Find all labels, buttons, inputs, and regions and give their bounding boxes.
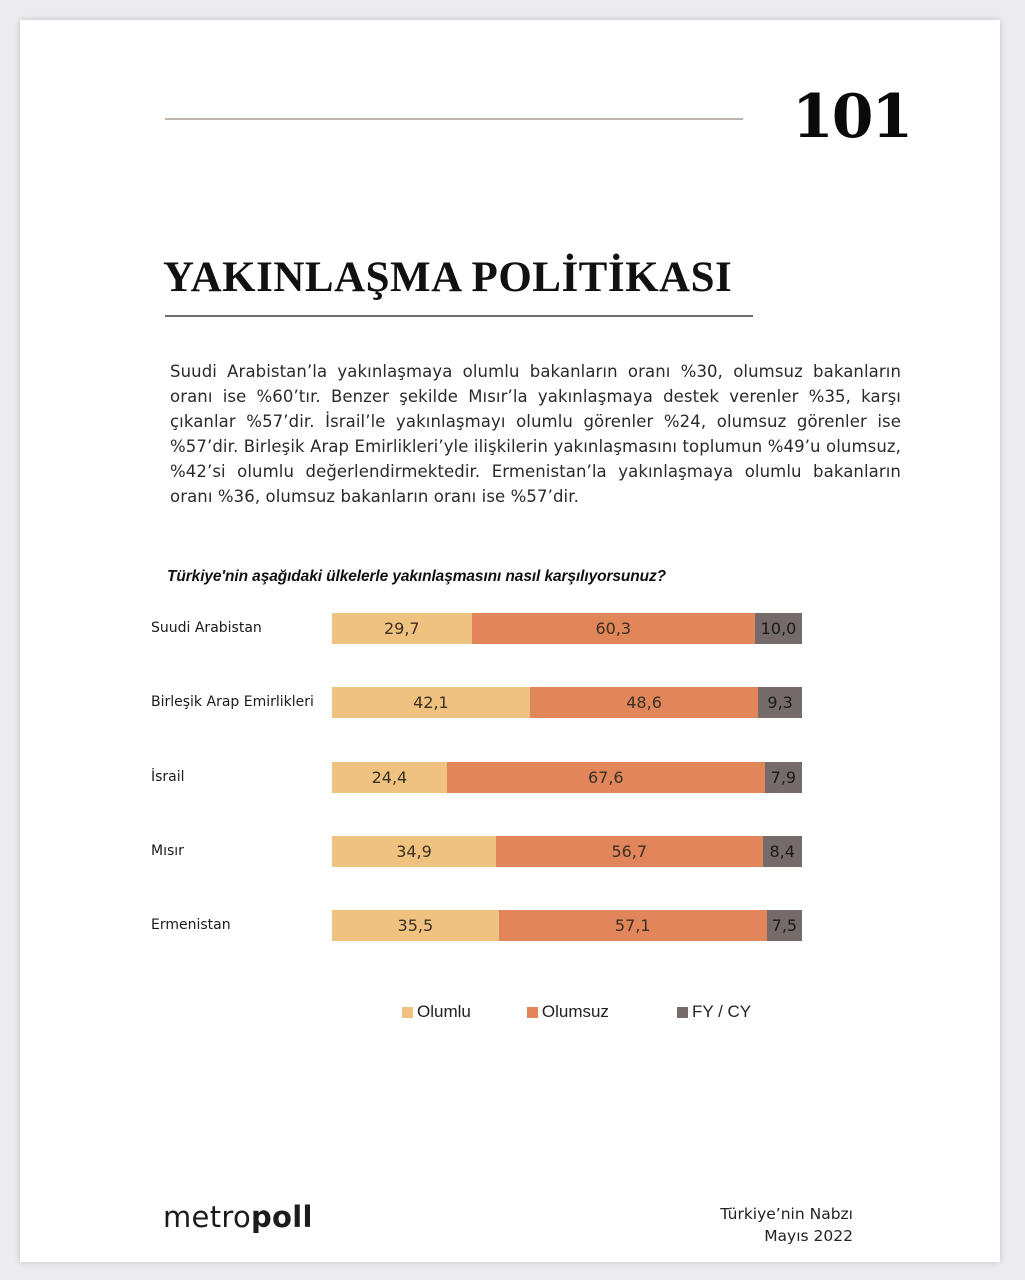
section-title: YAKINLAŞMA POLİTİKASI [163, 254, 733, 301]
summary-paragraph: Suudi Arabistan’la yakınlaşmaya olumlu bakanların oranı %30, olumsuz bakanların oranı ise %60’tır. Benzer şekilde Mısır’la yakınlaşmaya destek verenler %35, karşı çıkanlar %57’dir. İsrail’le yakınlaşmayı olumlu görenler %24, olumsuz görenler ise %57’dir. Birleşik Arap Emirlikleri’yle ilişkilerin yakınlaşmasını toplumun %49’u olumsuz, %42’si olumlu değerlendirmektedir. Ermenistan’la yakınlaşmaya olumlu bakanların oranı %36, olumsuz bakanların oranı ise %57’dir. [170, 362, 901, 506]
legend-swatch-olumlu [402, 1007, 413, 1018]
legend-item-olumsuz [527, 1002, 609, 1022]
page-number: 101 [792, 82, 912, 152]
brand-bold: poll [251, 1200, 313, 1234]
data-label: 10,0 [760, 619, 797, 638]
data-label: 9,3 [767, 693, 793, 712]
data-label: 8,4 [769, 842, 795, 861]
legend-item-olumlu [402, 1002, 471, 1022]
data-label: 24,4 [371, 768, 408, 787]
legend-label-olumsuz: Olumsuz [541, 1002, 609, 1021]
legend-item-fy-cy [677, 1002, 751, 1022]
footer-publication-info [720, 1203, 853, 1247]
data-label: 60,3 [595, 619, 632, 638]
data-label: 29,7 [383, 619, 420, 638]
title-underline [165, 315, 753, 317]
publication-date: Mayıs 2022 [764, 1227, 853, 1245]
chart-legend [402, 1002, 751, 1022]
category-label-misir: Mısır [151, 843, 184, 859]
category-label-i-srail: İsrail [151, 769, 185, 785]
data-label: 34,9 [396, 842, 432, 861]
data-label: 35,5 [397, 916, 434, 935]
data-label: 57,1 [614, 916, 651, 935]
metropoll-logo [163, 1200, 313, 1234]
legend-swatch-fy-cy [677, 1007, 688, 1018]
category-label-suudi-arabistan: Suudi Arabistan [151, 620, 262, 636]
publication-name: Türkiye’nin Nabzı [720, 1205, 853, 1223]
data-label: 67,6 [587, 768, 624, 787]
data-label: 48,6 [626, 693, 662, 712]
category-label-ermenistan: Ermenistan [151, 917, 231, 933]
brand-light: metro [163, 1200, 251, 1234]
data-label: 56,7 [611, 842, 648, 861]
category-label-birlesik-arap-emirlikleri: Birleşik Arap Emirlikleri [151, 694, 314, 710]
report-page [20, 20, 1000, 1262]
data-label: 42,1 [413, 693, 449, 712]
data-label: 7,5 [771, 916, 798, 935]
legend-swatch-olumsuz [527, 1007, 538, 1018]
chart-title: Türkiye'nin aşağıdaki ülkelerle yakınlaşmasını nasıl karşılıyorsunuz? [167, 568, 667, 585]
legend-label-olumlu: Olumlu [417, 1002, 471, 1021]
legend-label-fy-cy: FY / CY [691, 1002, 752, 1021]
data-label: 7,9 [770, 768, 797, 787]
header-rule [165, 118, 743, 120]
